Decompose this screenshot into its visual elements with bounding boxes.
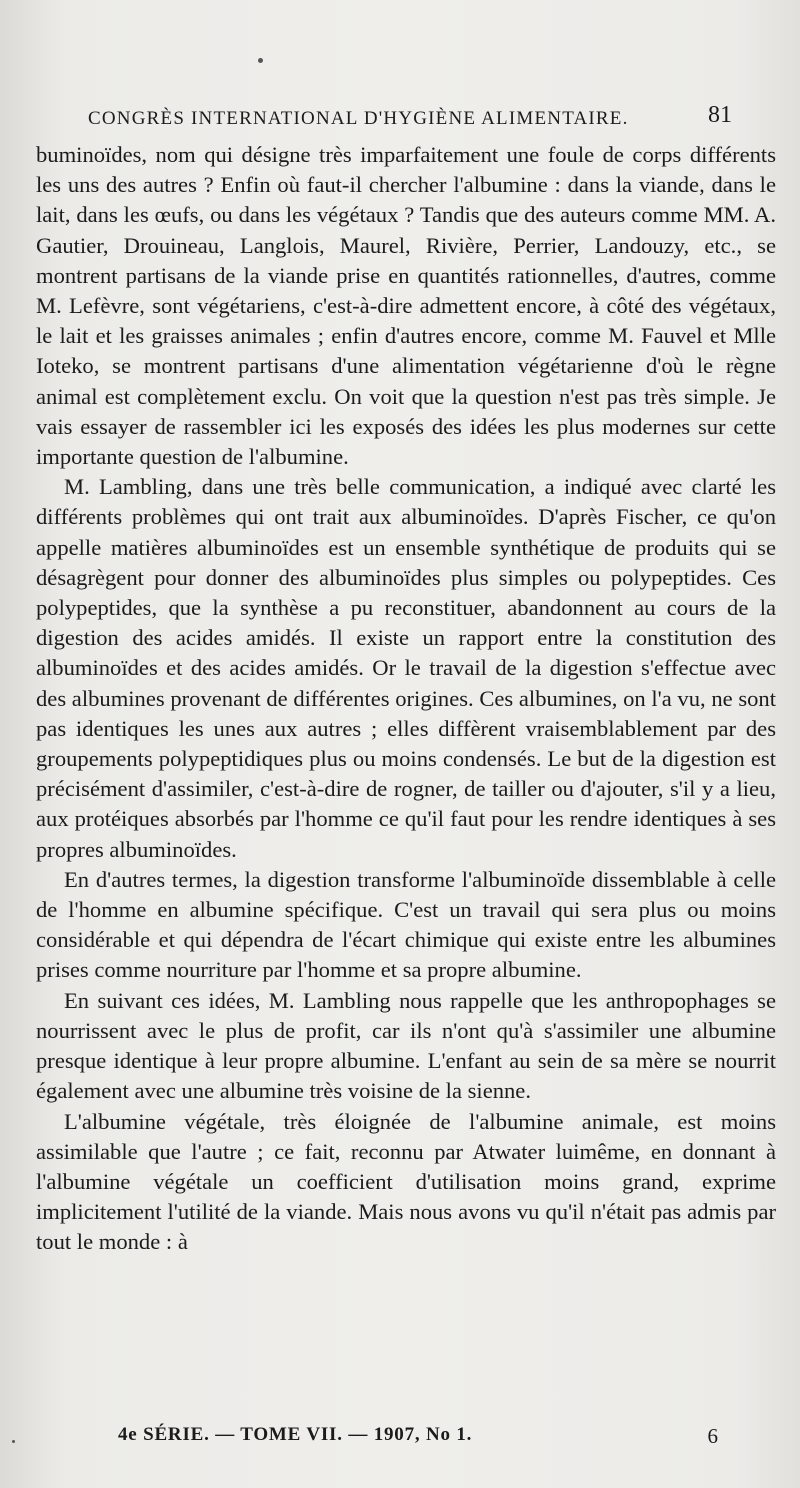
signature-mark: 6 [707,1424,718,1448]
page-footer [118,1424,718,1458]
paragraph: L'albumine végétale, très éloignée de l'albumine animale, est moins assimilable que l'autre ; ce fait, reconnu par Atwater luimême, en donnant à l'albumine végétale un coefficient d'utilisation moins grand, exprime implicitement l'utilité de la viande. Mais nous avons vu qu'il n'était pas admis par tout le monde : à [36,1108,776,1255]
print-speck [12,1440,15,1443]
body-text [36,140,776,1258]
running-head [88,100,760,136]
paragraph: buminoïdes, nom qui désigne très imparfaitement une foule de corps différents les uns des autres ? Enfin où faut-il chercher l'albumine : dans la viande, dans le lait, dans les œufs, ou dans les végétaux ? Tandis que des auteurs comme MM. A. Gautier, Drouineau, Langlois, Maurel, Rivière, Perrier, Landouzy, etc., se montrent partisans de la viande prise en quantités rationnelles, d'autres, comme M. Lefèvre, sont végétariens, c'est-à-dire admettent encore, à côté des végétaux, le lait et les graisses animales ; enfin d'autres encore, comme M. Fauvel et Mlle Ioteko, se montrent partisans d'une alimentation végétarienne d'où le règne animal est complètement exclu. On voit que la question n'est pas très simple. Je vais essayer de rassembler ici les exposés des idées les plus modernes sur cette importante question de l'albumine. [36,142,776,470]
print-speck [258,58,263,63]
page-number: 81 [708,102,732,128]
signature-line: 4e SÉRIE. — TOME VII. — 1907, No 1. [118,1424,473,1445]
running-title: CONGRÈS INTERNATIONAL D'HYGIÈNE ALIMENTAIRE. [88,108,629,129]
paragraph: M. Lambling, dans une très belle communication, a indiqué avec clarté les différents problèmes qui ont trait aux albuminoïdes. D'après Fischer, ce qu'on appelle matières albuminoïdes est un ensemble synthétique de produits qui se désagrègent pour donner des albuminoïdes plus simples ou polypeptides. Ces polypeptides, que la synthèse a pu reconstituer, abandonnent au cours de la digestion des acides amidés. Il existe un rapport entre la constitution des albuminoïdes et des acides amidés. Or le travail de la digestion s'effectue avec des albumines provenant de différentes origines. Ces albumines, on l'a vu, ne sont pas identiques les unes aux autres ; elles diffèrent vraisemblablement par des groupements polypeptidiques plus ou moins condensés. Le but de la digestion est précisément d'assimiler, c'est-à-dire de rogner, de tailler ou d'ajouter, s'il y a lieu, aux protéiques absorbés par l'homme ce qu'il faut pour les rendre identiques à ses propres albuminoïdes. [36,474,776,862]
paragraph: En d'autres termes, la digestion transforme l'albuminoïde dissemblable à celle de l'homme en albumine spécifique. C'est un travail qui sera plus ou moins considérable et qui dépendra de l'écart chimique qui existe entre les albumines prises comme nourriture par l'homme et sa propre albumine. [36,866,776,983]
paragraph: En suivant ces idées, M. Lambling nous rappelle que les anthropophages se nourrissent avec le plus de profit, car ils n'ont qu'à s'assimiler une albumine presque identique à leur propre albumine. L'enfant au sein de sa mère se nourrit également avec une albumine très voisine de la sienne. [36,987,776,1104]
